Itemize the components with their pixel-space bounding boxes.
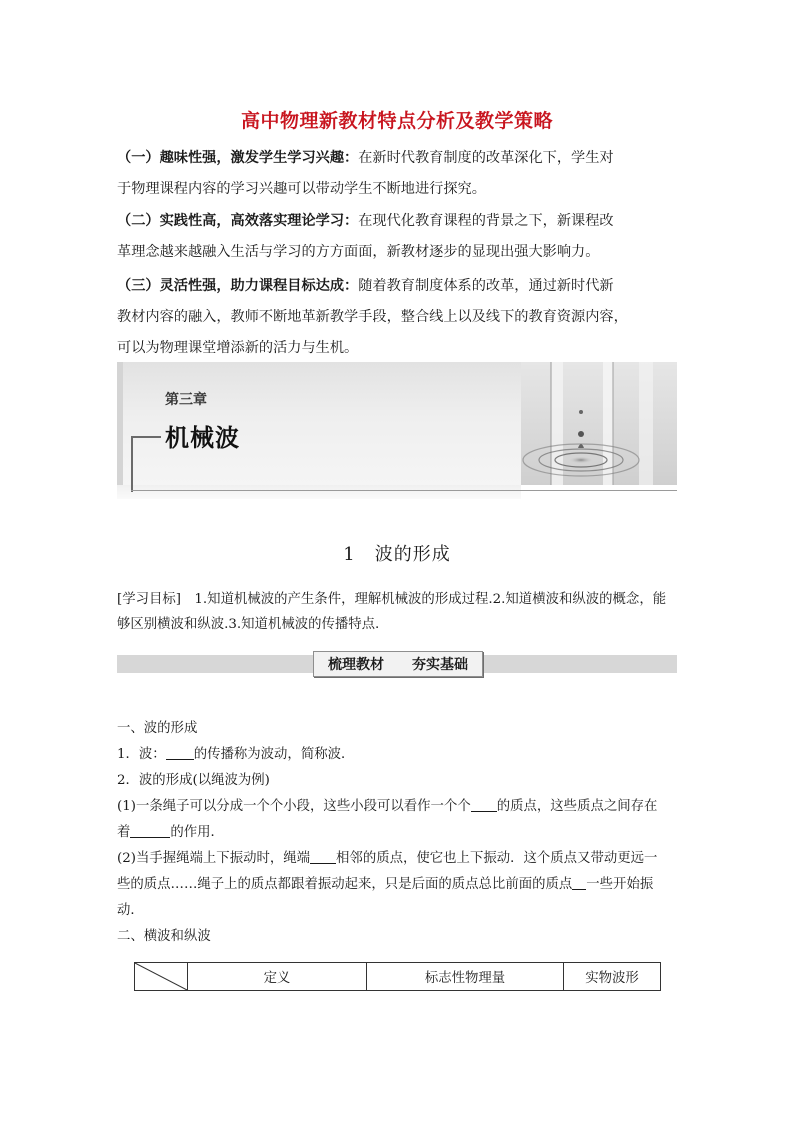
table-header-waveform: 实物波形	[564, 963, 661, 991]
text: (2)当手握绳端上下振动时，绳端	[117, 851, 311, 866]
section-title: 1 波的形成	[343, 544, 451, 565]
table-header-row	[135, 963, 661, 991]
fill-line-2	[117, 794, 679, 820]
banner-accent-line-vertical	[131, 436, 133, 492]
blank[interactable]	[310, 849, 336, 864]
text: 些的质点……绳子上的质点都跟着振动起来，只是后面的质点总比前面的质点	[117, 877, 573, 892]
heading-wave-formation: 一、波的形成	[117, 721, 198, 736]
intro-paragraph-1	[117, 143, 679, 205]
intro-lead: （一）趣味性强，激发学生学习兴趣：	[117, 150, 359, 166]
heading-transverse-longitudinal: 二、横波和纵波	[117, 929, 211, 944]
chapter-banner	[117, 362, 677, 499]
intro-text: 于物理课程内容的学习兴趣可以带动学生不断地进行探究。	[117, 181, 486, 197]
intro-paragraph-2	[117, 206, 679, 268]
content-body	[117, 716, 679, 950]
wave-formation-subheading: 2．波的形成(以绳波为例)	[117, 773, 270, 788]
learning-goals	[117, 587, 679, 637]
blank[interactable]	[166, 745, 194, 760]
divider-label-left: 梳理教材	[328, 657, 384, 673]
fill-line-4	[117, 846, 679, 872]
blank[interactable]	[572, 875, 586, 890]
text: 相邻的质点，使它也上下振动．这个质点又带动更远一	[336, 851, 658, 866]
table-header-definition: 定义	[188, 963, 367, 991]
fill-line-6: 动．	[117, 903, 144, 918]
blank[interactable]	[471, 797, 497, 812]
text: 的传播称为波动，简称波．	[193, 747, 355, 762]
intro-lead: （三）灵活性强，助力课程目标达成：	[117, 278, 359, 294]
intro-lead: （二）实践性高，高效落实理论学习：	[117, 213, 359, 229]
text: 的作用．	[170, 825, 224, 840]
text: 的质点，这些质点之间存在	[496, 799, 658, 814]
intro-text: 在现代化教育课程的背景之下，新课程改	[358, 213, 614, 229]
banner-under-strip	[117, 485, 521, 499]
intro-text: 可以为物理课堂增添新的活力与生机。	[117, 340, 359, 356]
intro-text: 教材内容的融入，教师不断地革新教学手段，整合线上以及线下的教育资源内容，	[117, 309, 628, 325]
intro-paragraph-3	[117, 271, 679, 364]
intro-text: 随着教育制度体系的改革，通过新时代新	[358, 278, 614, 294]
banner-base-line	[131, 490, 677, 491]
fill-line-1	[117, 742, 679, 768]
document-title: 高中物理新教材特点分析及教学策略	[240, 110, 553, 132]
goal-line: 够区别横波和纵波.3.知道机械波的传播特点.	[117, 617, 380, 632]
fill-line-3	[117, 820, 679, 846]
table-corner-cell	[135, 963, 188, 991]
text: 1．波：	[117, 747, 166, 762]
banner-accent-line	[131, 436, 161, 438]
text: (1)一条绳子可以分成一个个小段，这些小段可以看作一个个	[117, 799, 471, 814]
text: 一些开始振	[586, 877, 654, 892]
wave-types-table	[134, 962, 661, 991]
goal-line: [学习目标] 1.知道机械波的产生条件，理解机械波的形成过程.2.知道横波和纵波的概念，能	[117, 592, 667, 607]
chapter-name: 机械波	[165, 424, 240, 452]
chapter-number: 第三章	[165, 392, 207, 408]
water-drop-ripple-image	[521, 362, 677, 485]
banner-left-edge	[117, 362, 123, 499]
intro-text: 在新时代教育制度的改革深化下，学生对	[358, 150, 614, 166]
section-divider-box	[313, 651, 483, 677]
text: 着	[117, 825, 131, 840]
fill-line-5	[117, 872, 679, 898]
divider-label-right: 夯实基础	[412, 657, 468, 673]
diagonal-line	[135, 963, 187, 990]
intro-text: 革理念越来越融入生活与学习的方方面面，新教材逐步的显现出强大影响力。	[117, 244, 600, 260]
table-header-quantity: 标志性物理量	[367, 963, 564, 991]
blank[interactable]	[130, 823, 170, 838]
